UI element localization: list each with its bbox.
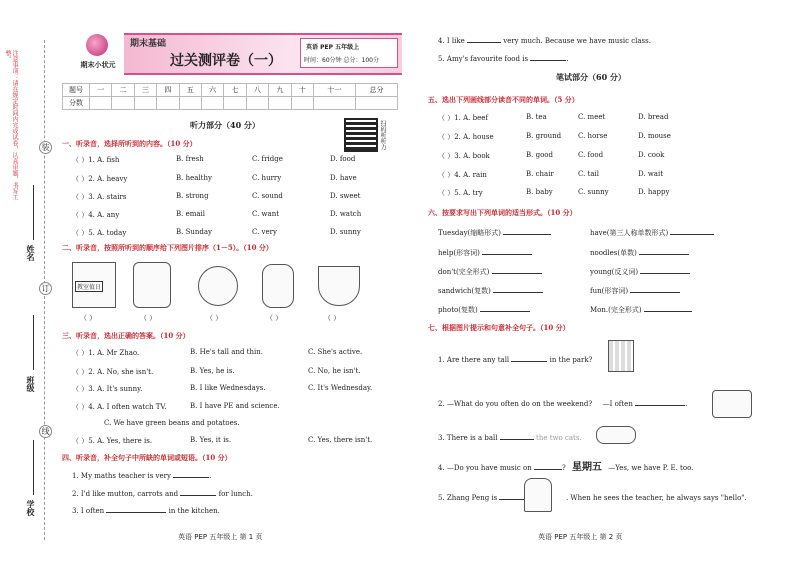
option-c[interactable]: C. Yes, there isn't. — [308, 436, 373, 444]
option-b[interactable]: B. tea — [526, 113, 547, 121]
fill-sentence-1: 1. My maths teacher is very . — [72, 472, 212, 480]
option-a[interactable]: （ ）5. A. today — [72, 229, 127, 237]
option-c[interactable]: C. She's active. — [308, 348, 363, 356]
qr-code-icon[interactable] — [344, 118, 378, 152]
page1-footer: 英语 PEP 五年级上 第 1 页 — [178, 533, 263, 541]
section1-title: 一、听录音，选择所听到的内容。（10 分） — [62, 139, 197, 148]
binding-hole-3: 线 — [39, 425, 52, 438]
option-c[interactable]: C. meet — [578, 113, 606, 121]
sentence-text: 5. Amy's favourite food is — [438, 55, 529, 63]
word-prompt: fun(形容词) — [590, 287, 629, 295]
option-b[interactable]: B. I like Wednesdays. — [190, 384, 266, 392]
sentence-text: 1. Are there any tall — [438, 356, 510, 364]
salad-bowl-picture — [318, 266, 360, 306]
page-title: 过关测评卷（一） — [170, 53, 282, 69]
answer-blank[interactable] — [467, 35, 501, 43]
section3-row — [72, 367, 402, 377]
option-c[interactable]: C. fridge — [252, 155, 283, 163]
classroom-duty-picture — [72, 262, 116, 308]
option-a[interactable]: （ ）5. A. try — [438, 189, 483, 197]
order-bracket[interactable]: （ ） — [140, 314, 157, 322]
option-c[interactable]: C. It's Wednesday. — [308, 384, 373, 392]
score-input-cell[interactable] — [201, 97, 223, 110]
word-prompt: noodles(单数) — [590, 249, 637, 257]
score-input-cell[interactable] — [313, 97, 355, 110]
binding-strip — [0, 0, 50, 566]
option-a[interactable]: （ ）2. A. heavy — [72, 175, 128, 183]
sentence-text: 2. —What do you often do on the weekend? — [438, 400, 593, 408]
answer-blank[interactable] — [482, 247, 532, 255]
score-input-cell[interactable] — [179, 97, 201, 110]
order-bracket[interactable]: （ ） — [266, 314, 283, 322]
score-input-cell[interactable] — [269, 97, 291, 110]
option-d[interactable]: D. have — [330, 174, 357, 182]
option-b[interactable]: B. Yes, he is. — [190, 367, 235, 375]
weekday-hint: 星期五 — [571, 462, 602, 473]
section3-row — [72, 384, 402, 394]
answer-blank[interactable] — [644, 304, 692, 312]
fill-sentence-5 — [438, 53, 569, 63]
option-a[interactable]: （ ）5. A. Yes, there is. — [72, 437, 153, 445]
option-a[interactable]: （ ）2. A. No, she isn't. — [72, 368, 154, 376]
section6-title: 六、按要求写出下列单词的适当形式。（10 分） — [428, 208, 577, 217]
option-a[interactable]: （ ）3. A. book — [438, 152, 490, 160]
sentence-text: 3. I often — [72, 507, 105, 515]
option-c[interactable]: C. We have green beans and potatoes. — [104, 419, 240, 427]
option-d[interactable]: D. mouse — [638, 132, 671, 140]
name-field-label: 姓名 — [26, 245, 36, 261]
class-field-line[interactable] — [33, 315, 34, 370]
binding-notice: 注意事项：请在规定时间内完成试卷，认真审题，书写工整。 — [4, 50, 18, 200]
time-line: 时间：60分钟 总分：100分 — [304, 57, 379, 64]
score-cell: 六 — [201, 84, 223, 97]
option-c[interactable]: C. very — [252, 228, 277, 236]
section1-row — [72, 174, 402, 184]
score-input-cell[interactable] — [291, 97, 313, 110]
picture-sentence-2 — [438, 398, 687, 408]
word-form-item — [438, 247, 532, 258]
word-form-item — [590, 304, 692, 315]
score-input-cell[interactable] — [157, 97, 179, 110]
section4-title: 四、听录音，补全句子中所缺的单词或短语。（10 分） — [62, 453, 232, 462]
option-b[interactable]: B. Sunday — [176, 228, 213, 236]
order-bracket[interactable]: （ ） — [80, 314, 97, 322]
answer-blank[interactable] — [480, 304, 530, 312]
listening-section-title: 听力部分（40 分） — [190, 120, 260, 130]
option-a[interactable]: （ ）3. A. It's sunny. — [72, 385, 143, 393]
option-a[interactable]: （ ）3. A. stairs — [72, 193, 127, 201]
sentence-hint: the two cats. — [536, 434, 582, 442]
score-cell: 总分 — [355, 84, 397, 97]
sentence-text: 1. My maths teacher is very — [72, 472, 171, 480]
option-b[interactable]: B. I have PE and science. — [190, 402, 280, 410]
answer-blank[interactable] — [173, 470, 209, 478]
option-b[interactable]: B. strong — [176, 192, 209, 200]
option-b[interactable]: B. Yes, it is. — [190, 436, 232, 444]
option-b[interactable]: B. chair — [526, 170, 554, 178]
subject-line: 英语 PEP 五年级上 — [306, 44, 360, 51]
option-a[interactable]: （ ）1. A. Mr Zhao. — [72, 349, 140, 357]
score-input-cell[interactable] — [112, 97, 134, 110]
word-form-item — [590, 247, 689, 258]
score-cell: 十一 — [313, 84, 355, 97]
section5-title: 五、选出下列画线部分读音不同的单词。（5 分） — [428, 95, 579, 104]
score-cell: 九 — [269, 84, 291, 97]
name-field-line[interactable] — [33, 185, 34, 240]
answer-blank[interactable] — [180, 488, 216, 496]
option-d[interactable]: D. sunny — [330, 228, 361, 236]
answer-blank[interactable] — [630, 285, 680, 293]
option-b[interactable]: B. good — [526, 151, 553, 159]
qr-caption: 扫码听听力 — [379, 120, 386, 150]
option-c[interactable]: C. food — [578, 151, 604, 159]
sentence-text: —Yes, we have P. E. too. — [608, 464, 694, 472]
section1-row — [72, 155, 402, 165]
sentence-text: in the park? — [549, 356, 593, 364]
option-b[interactable]: B. He's tall and thin. — [190, 348, 263, 356]
logo-icon — [86, 34, 108, 56]
sentence-text: 3. There is a ball — [438, 434, 498, 442]
option-d[interactable]: D. happy — [638, 188, 670, 196]
score-cell: 八 — [246, 84, 268, 97]
sentence-text: —I often — [602, 400, 633, 408]
option-c[interactable]: C. tail — [578, 170, 600, 178]
logo-caption: 期末小状元 — [80, 61, 116, 69]
option-b[interactable]: B. email — [176, 210, 206, 218]
section5-row — [438, 132, 778, 142]
class-field-label: 班级 — [26, 376, 36, 392]
word-prompt: have(第三人称单数形式) — [590, 229, 669, 237]
option-a[interactable]: （ ）4. A. I often watch TV. — [72, 403, 167, 411]
score-input-cell[interactable] — [134, 97, 156, 110]
sentence-text: 5. Zhang Peng is — [438, 494, 498, 502]
option-a[interactable]: （ ）1. A. beef — [438, 114, 488, 122]
two-cats-picture — [596, 426, 636, 444]
section5-row — [438, 188, 778, 198]
answer-blank[interactable] — [534, 462, 562, 470]
section3-row — [72, 436, 402, 446]
option-a[interactable]: （ ）1. A. fish — [72, 156, 120, 164]
option-c[interactable]: C. No, he isn't. — [308, 367, 361, 375]
reading-picture — [133, 262, 171, 308]
option-d[interactable]: D. cook — [638, 151, 665, 159]
option-c[interactable]: C. hurry — [252, 174, 282, 182]
option-d[interactable]: D. bread — [638, 113, 669, 121]
answer-blank[interactable] — [503, 227, 551, 235]
score-input-cell[interactable] — [224, 97, 246, 110]
picture-sentence-4 — [438, 458, 693, 473]
option-d[interactable]: D. sweet — [330, 192, 361, 200]
word-prompt: Tuesday(缩略形式) — [438, 229, 501, 237]
word-form-item — [438, 304, 530, 315]
answer-blank[interactable] — [635, 398, 688, 408]
option-d[interactable]: D. food — [330, 155, 356, 163]
section1-row — [72, 228, 402, 238]
sentence-text: very much. Because we have music class. — [503, 37, 651, 45]
page2-footer: 英语 PEP 五年级上 第 2 页 — [538, 533, 623, 541]
answer-blank[interactable] — [670, 227, 714, 235]
sentence-text: 2. I'd like mutton, carrots and — [72, 490, 179, 498]
word-prompt: help(形容词) — [438, 249, 480, 257]
section5-row — [438, 151, 778, 161]
sentence-end: ? — [561, 464, 566, 472]
order-bracket[interactable]: （ ） — [324, 314, 341, 322]
section3-row — [72, 348, 402, 358]
word-form-item — [438, 285, 543, 296]
order-bracket[interactable]: （ ） — [206, 314, 223, 322]
answer-blank[interactable] — [639, 247, 689, 255]
score-cell: 四 — [157, 84, 179, 97]
fill-sentence-4 — [438, 35, 651, 45]
dancing-kid-picture — [262, 264, 294, 308]
answer-blank[interactable] — [500, 432, 534, 440]
sentence-text: in the kitchen. — [168, 507, 220, 515]
word-prompt: Mon.(完全形式) — [590, 306, 642, 314]
fill-sentence-3 — [72, 505, 220, 515]
written-section-title: 笔试部分（60 分） — [556, 72, 626, 82]
section1-row — [72, 210, 402, 220]
word-prompt: don't(完全形式) — [438, 268, 490, 276]
picture-sentence-1 — [438, 354, 592, 364]
banner-label: 期末基础 — [130, 39, 167, 49]
score-cell: 五 — [179, 84, 201, 97]
score-cell: 二 — [112, 84, 134, 97]
score-row-label: 分数 — [63, 97, 90, 110]
option-c[interactable]: C. sunny — [578, 188, 609, 196]
word-prompt: young(反义词) — [590, 268, 639, 276]
score-table-score-row — [63, 97, 398, 110]
section3-title: 三、听录音，选出正确的答案。（10 分） — [62, 331, 190, 340]
option-c[interactable]: C. sound — [252, 192, 283, 200]
word-form-item — [590, 227, 714, 238]
word-form-item — [438, 266, 542, 277]
section3-row — [72, 402, 402, 412]
score-table-header-row — [63, 84, 398, 97]
school-field-line[interactable] — [33, 440, 34, 495]
option-a[interactable]: （ ）4. A. rain — [438, 171, 487, 179]
score-table — [62, 83, 398, 110]
answer-blank[interactable] — [511, 354, 547, 362]
section7-title: 七、根据图片提示和句意补全句子。（10 分） — [428, 323, 570, 332]
sentence-end: . — [685, 400, 688, 408]
answer-blank[interactable] — [493, 285, 543, 293]
word-form-item — [590, 266, 690, 277]
sentence-text: 4. —Do you have music on — [438, 464, 532, 472]
binding-hole-2: 订 — [39, 282, 52, 295]
option-d[interactable]: D. watch — [330, 210, 362, 218]
option-c[interactable]: C. want — [252, 210, 280, 218]
binding-hole-1: 装 — [39, 141, 52, 154]
score-cell: 十 — [291, 84, 313, 97]
sentence-end: . — [566, 55, 569, 63]
section5-row — [438, 113, 778, 123]
option-c[interactable]: C. horse — [578, 132, 608, 140]
score-input-cell[interactable] — [90, 97, 112, 110]
sentence-text: 4. I like — [438, 37, 465, 45]
tall-buildings-picture — [608, 340, 634, 372]
washing-clothes-picture — [712, 390, 752, 418]
section1-row — [72, 192, 402, 202]
campfire-picture — [198, 266, 238, 306]
score-cell: 题号 — [63, 84, 90, 97]
option-b[interactable]: B. ground — [526, 132, 562, 140]
option-b[interactable]: B. baby — [526, 188, 553, 196]
score-cell: 一 — [90, 84, 112, 97]
option-b[interactable]: B. healthy — [176, 174, 212, 182]
picture-sentence-3 — [438, 432, 582, 442]
word-form-item — [590, 285, 680, 296]
score-input-cell[interactable] — [246, 97, 268, 110]
answer-blank[interactable] — [640, 266, 690, 274]
section2-title: 二、听录音，按照所听到的顺序给下列图片排序（1－5）。（10 分） — [62, 243, 273, 252]
section3-row — [104, 419, 404, 429]
word-form-item — [438, 227, 551, 238]
score-cell: 七 — [224, 84, 246, 97]
sentence-text: for lunch. — [218, 490, 253, 498]
option-a[interactable]: （ ）4. A. any — [72, 211, 120, 219]
option-a[interactable]: （ ）2. A. house — [438, 133, 494, 141]
boy-greeting-teacher-picture — [524, 478, 552, 512]
word-prompt: photo(复数) — [438, 306, 478, 314]
fill-sentence-2 — [72, 488, 253, 498]
answer-blank[interactable] — [530, 53, 569, 63]
school-field-label: 学校 — [26, 500, 36, 516]
section5-row — [438, 170, 778, 180]
option-b[interactable]: B. fresh — [176, 155, 204, 163]
duty-sign: 教室值日 — [75, 281, 103, 292]
logo-block — [70, 32, 122, 76]
sentence-text: . When he sees the teacher, he always says "hello". — [565, 494, 747, 502]
answer-blank[interactable] — [106, 505, 166, 513]
score-cell: 三 — [134, 84, 156, 97]
answer-blank[interactable] — [492, 266, 542, 274]
score-input-cell[interactable] — [355, 97, 397, 110]
word-prompt: sandwich(复数) — [438, 287, 491, 295]
option-d[interactable]: D. wait — [638, 170, 664, 178]
picture-sentence-5 — [438, 492, 747, 502]
